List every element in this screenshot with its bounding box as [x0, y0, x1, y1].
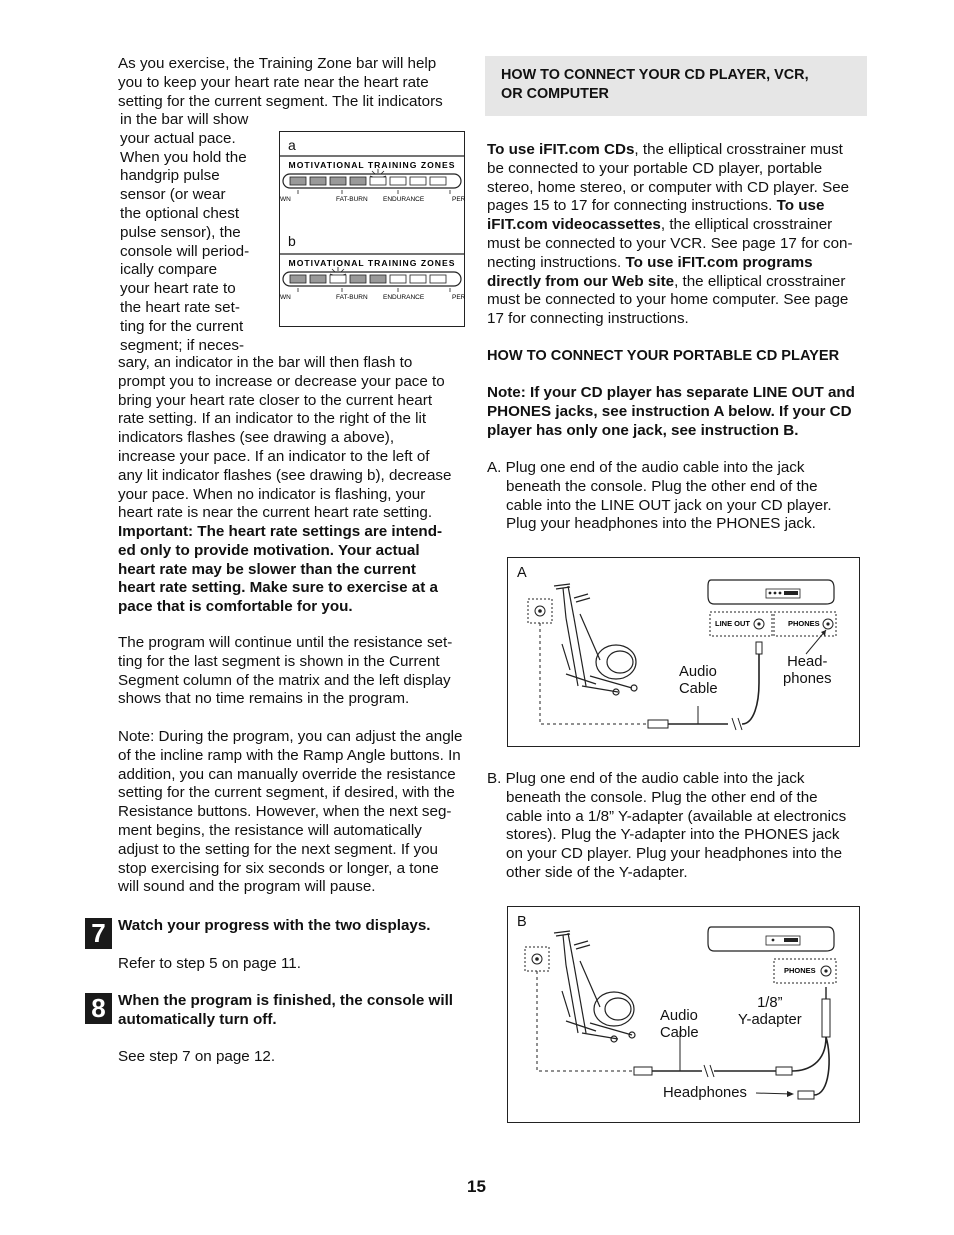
elliptical-trainer-icon [554, 931, 635, 1042]
text-segment: , the elliptical crosstrainer must [634, 141, 843, 158]
text-line [487, 254, 877, 273]
text-line: Audio [660, 1008, 698, 1024]
diagram-graphic [508, 558, 859, 746]
text-line: Head- [787, 654, 828, 670]
text-line: pace that is comfortable for you. [118, 598, 353, 616]
text-line: heart rate setting. Make sure to exercise at a [118, 579, 438, 597]
bold-segment: To use [776, 197, 825, 215]
bold-segment: To use iFIT.com programs [625, 253, 813, 271]
text-line: ically compare [120, 261, 218, 279]
zone-label-right: PER [452, 196, 466, 203]
text-line: other side of the Y-adapter. [506, 863, 688, 881]
step-8-title [118, 992, 453, 1030]
text-line: handgrip pulse [120, 167, 220, 185]
text-line: ment begins, the resistance will automatically [118, 821, 422, 839]
audio-cable-label [679, 664, 718, 698]
instruction-b [487, 770, 877, 883]
text-segment: 17 for connecting instructions. [487, 310, 689, 328]
jack-note [487, 384, 877, 440]
text-line: any lit indicator flashes (see drawing b), decrease [118, 466, 452, 484]
text-line: sensor (or wear [120, 186, 226, 204]
text-line: increase your pace. If an indicator to the left of [118, 447, 430, 465]
instruction-a [487, 459, 877, 534]
text-line: Note: During the program, you can adjust the angle [118, 728, 463, 745]
figure-b-connection-diagram [507, 906, 860, 1123]
zone-label-fat-burn: FAT-BURN [336, 294, 368, 301]
subsection-header: HOW TO CONNECT YOUR PORTABLE CD PLAYER [487, 348, 840, 364]
zones-title: MOTIVATIONAL TRAINING ZONES [288, 258, 456, 268]
text-segment: , the elliptical crosstrainer [660, 216, 833, 234]
text-line: your heart rate to [120, 280, 236, 298]
cd-player-icon [708, 927, 834, 951]
text-segment: pages 15 to 17 for connecting instructions. [487, 197, 777, 215]
program-end-text [118, 634, 468, 709]
zone-label-left: WN [280, 294, 291, 301]
text-segment: necting instructions. [487, 253, 626, 271]
text-line: The program will continue until the resistance set- [118, 634, 453, 651]
zone-bar-graphic [280, 156, 464, 206]
text-line: PHONES jacks, see instruction A below. If your CD [487, 402, 852, 420]
continued-text [118, 354, 468, 523]
training-zone-figure-a [279, 131, 465, 229]
text-line: pulse sensor), the [120, 223, 241, 241]
text-line [487, 160, 877, 179]
text-line: setting for the current segment. The lit indicators [118, 92, 443, 110]
text-line: sary, an indicator in the bar will then flash to [118, 354, 413, 371]
text-line: 1/8” [757, 995, 783, 1011]
text-line: ting for the current [120, 317, 244, 335]
zone-indicators [290, 177, 446, 185]
text-line: indicators flashes (see drawing a above), [118, 429, 395, 447]
text-line: Important: The heart rate settings are intend- [118, 523, 443, 540]
text-line: adjust to the setting for the next segment. If you [118, 840, 438, 858]
text-line [487, 197, 877, 216]
headphones-label [783, 654, 832, 688]
text-line [487, 179, 877, 198]
text-line: prompt you to increase or decrease your pace to [118, 372, 445, 390]
figure-label: b [288, 233, 296, 249]
figure-label: B [517, 914, 527, 930]
text-line: cable into a 1/8” Y-adapter (available at electronics [506, 807, 847, 825]
phones-jack-label: PHONES [788, 619, 820, 628]
text-line: addition, you can manually override the resistance [118, 765, 456, 783]
section-header [485, 56, 867, 116]
text-line: automatically turn off. [118, 1010, 277, 1028]
text-line: stores). Plug the Y-adapter into the PHONES jack [506, 826, 840, 844]
zone-label-endurance: ENDURANCE [383, 294, 425, 301]
text-line: the heart rate set- [120, 298, 240, 316]
text-line: heart rate is near the current heart rate setting. [118, 504, 433, 522]
text-segment: be connected to your portable CD player, portable [487, 159, 823, 177]
text-line: cable into the LINE OUT jack on your CD player. [506, 496, 832, 514]
text-line: stop exercising for six seconds or longer, a tone [118, 859, 439, 877]
audio-cable-label [660, 1008, 699, 1042]
figure-label: a [288, 137, 296, 153]
figure-label: A [517, 565, 527, 581]
y-adapter-label [738, 995, 802, 1029]
headphones-label: Headphones [663, 1085, 747, 1101]
flash-mark [370, 169, 386, 177]
bold-segment: To use iFIT.com CDs [487, 141, 635, 158]
text-line: will sound and the program will pause. [118, 878, 376, 896]
zone-bar-graphic [280, 254, 464, 304]
line-out-label: LINE OUT [715, 619, 750, 628]
header-line: OR COMPUTER [501, 86, 609, 102]
bold-segment: directly from our Web site [487, 272, 675, 290]
zone-label-endurance: ENDURANCE [383, 196, 425, 203]
step-7-body: Refer to step 5 on page 11. [118, 955, 301, 972]
text-line: your pace. When no indicator is flashing, your [118, 485, 426, 503]
flash-mark [330, 267, 346, 275]
text-line: in the bar will show [120, 111, 249, 128]
cd-player-icon [708, 580, 834, 604]
text-line: segment; if neces- [120, 336, 245, 354]
text-segment: must be connected to your VCR. See page 17 for con- [487, 234, 853, 252]
text-line: your actual pace. [120, 129, 236, 147]
zone-label-left: WN [280, 196, 291, 203]
text-line [487, 273, 877, 292]
header-line: HOW TO CONNECT YOUR CD PLAYER, VCR, [501, 67, 809, 83]
text-line: you to keep your heart rate near the heart rate [118, 73, 429, 91]
text-line: rate setting. If an indicator to the right of the lit [118, 410, 427, 428]
text-line [487, 310, 877, 329]
training-zone-figure-b [279, 228, 465, 327]
important-text [118, 523, 468, 617]
text-line: When the program is finished, the console will [118, 992, 454, 1009]
note-text [118, 728, 468, 897]
text-line: Cable [660, 1025, 699, 1041]
page-number: 15 [467, 1177, 486, 1196]
text-line: of the incline ramp with the Ramp Angle buttons. In [118, 746, 461, 764]
text-line: player has only one jack, see instruction B. [487, 421, 799, 439]
text-segment: , the elliptical crosstrainer [674, 272, 846, 290]
step-7-title: Watch your progress with the two displays. [118, 917, 431, 934]
text-line: phones [783, 671, 832, 687]
step-number-8: 8 [85, 993, 112, 1024]
text-line: Segment column of the matrix and the left display [118, 671, 451, 689]
zones-title: MOTIVATIONAL TRAINING ZONES [288, 160, 456, 170]
elliptical-trainer-icon [554, 584, 637, 695]
text-line: the optional chest [120, 204, 240, 222]
step-8-body: See step 7 on page 12. [118, 1048, 276, 1065]
phones-jack-label: PHONES [784, 966, 816, 975]
text-segment: stereo, home stereo, or computer with CD player. See [487, 178, 850, 196]
text-line: B. Plug one end of the audio cable into the jack [487, 770, 805, 787]
text-line: bring your heart rate closer to the current heart [118, 391, 433, 409]
intro-text [118, 55, 468, 111]
text-line: console will period- [120, 242, 250, 260]
ifit-intro-paragraph [487, 141, 877, 329]
text-line: Plug your headphones into the PHONES jack. [506, 515, 816, 533]
text-line: beneath the console. Plug the other end of the [506, 477, 818, 495]
text-line [487, 141, 877, 160]
text-line: A. Plug one end of the audio cable into the jack [487, 459, 805, 476]
wrapped-text [120, 111, 280, 355]
text-line: As you exercise, the Training Zone bar will help [118, 55, 437, 72]
text-line: Audio [679, 664, 717, 680]
zone-label-fat-burn: FAT-BURN [336, 196, 368, 203]
text-line: Cable [679, 681, 718, 697]
text-line: Resistance buttons. However, when the next seg- [118, 803, 452, 821]
zone-indicators [290, 275, 446, 283]
text-line: beneath the console. Plug the other end of the [506, 788, 818, 806]
text-line: When you hold the [120, 148, 247, 166]
text-line [487, 235, 877, 254]
text-line: ed only to provide motivation. Your actual [118, 541, 420, 559]
text-segment: must be connected to your home computer. See page [487, 291, 849, 309]
bold-segment: iFIT.com videocassettes [487, 216, 661, 234]
text-line: setting for the current segment, if desired, with the [118, 784, 455, 802]
step-number-7: 7 [85, 918, 112, 949]
text-line: ting for the last segment is shown in the Current [118, 652, 440, 670]
zone-label-right: PER [452, 294, 466, 301]
text-line: heart rate may be slower than the current [118, 560, 416, 578]
figure-a-connection-diagram [507, 557, 860, 747]
text-line: Y-adapter [738, 1012, 802, 1028]
text-line [487, 216, 877, 235]
text-line: Note: If your CD player has separate LINE OUT and [487, 384, 855, 401]
text-line: shows that no time remains in the program. [118, 690, 410, 708]
text-line [487, 291, 877, 310]
text-line: on your CD player. Plug your headphones into the [506, 845, 843, 863]
